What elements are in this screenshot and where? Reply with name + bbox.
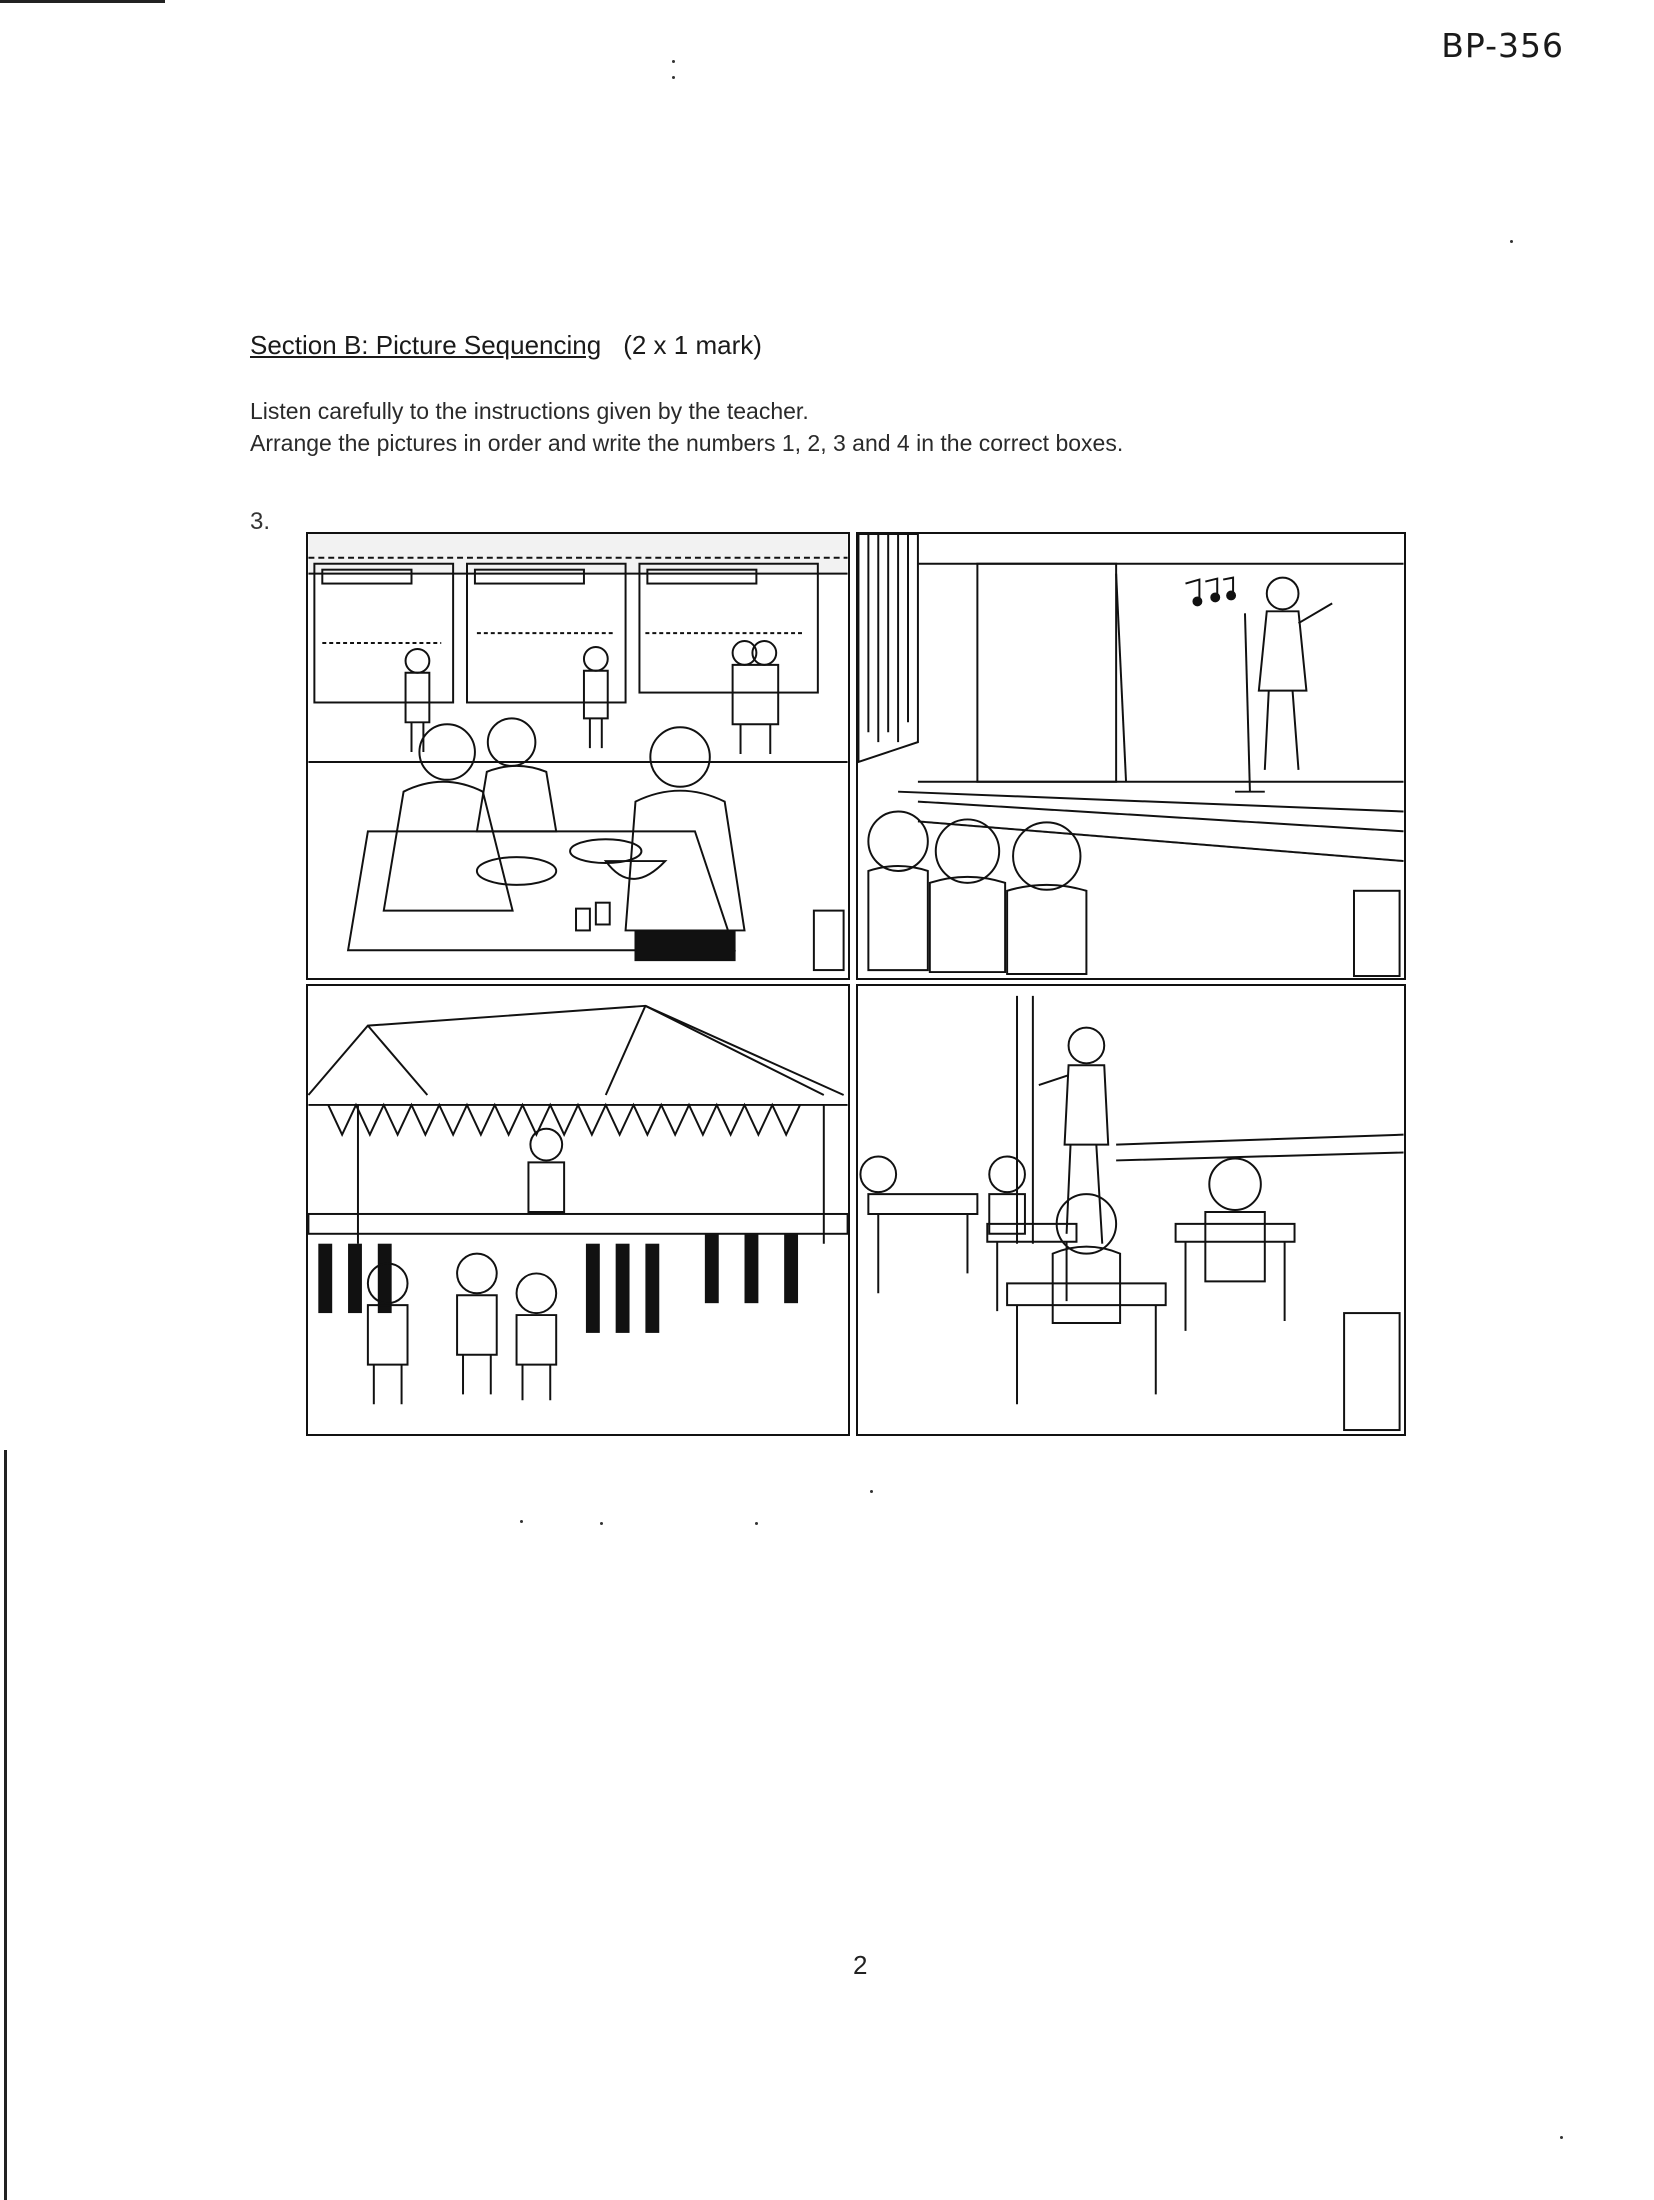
section-heading	[250, 330, 762, 361]
scan-speck	[672, 76, 675, 79]
picture-classroom	[856, 984, 1406, 1436]
scan-speck	[870, 1490, 873, 1493]
picture-canteen	[306, 532, 850, 980]
scan-speck	[672, 60, 675, 63]
page-number: 2	[853, 1950, 868, 1980]
instruction-line-1: Listen carefully to the instructions given by the teacher.	[250, 398, 809, 424]
instruction-line-2: Arrange the pictures in order and write the numbers 1, 2, 3 and 4 in the correct boxes.	[250, 430, 1124, 456]
section-title: Section B: Picture Sequencing	[250, 330, 602, 360]
scan-top-line	[0, 0, 165, 3]
section-marks: (2 x 1 mark)	[623, 330, 762, 360]
picture-concert	[856, 532, 1406, 980]
scan-speck	[520, 1520, 523, 1523]
page-code: BP-356	[1441, 26, 1564, 65]
picture-grid	[306, 532, 1406, 1436]
question-number: 3.	[250, 508, 271, 535]
scan-speck	[755, 1522, 758, 1525]
picture-funfair	[306, 984, 850, 1436]
scan-speck	[1560, 2136, 1563, 2139]
scan-edge	[4, 1450, 7, 2200]
scan-speck	[600, 1522, 603, 1525]
scan-speck	[1510, 240, 1513, 243]
